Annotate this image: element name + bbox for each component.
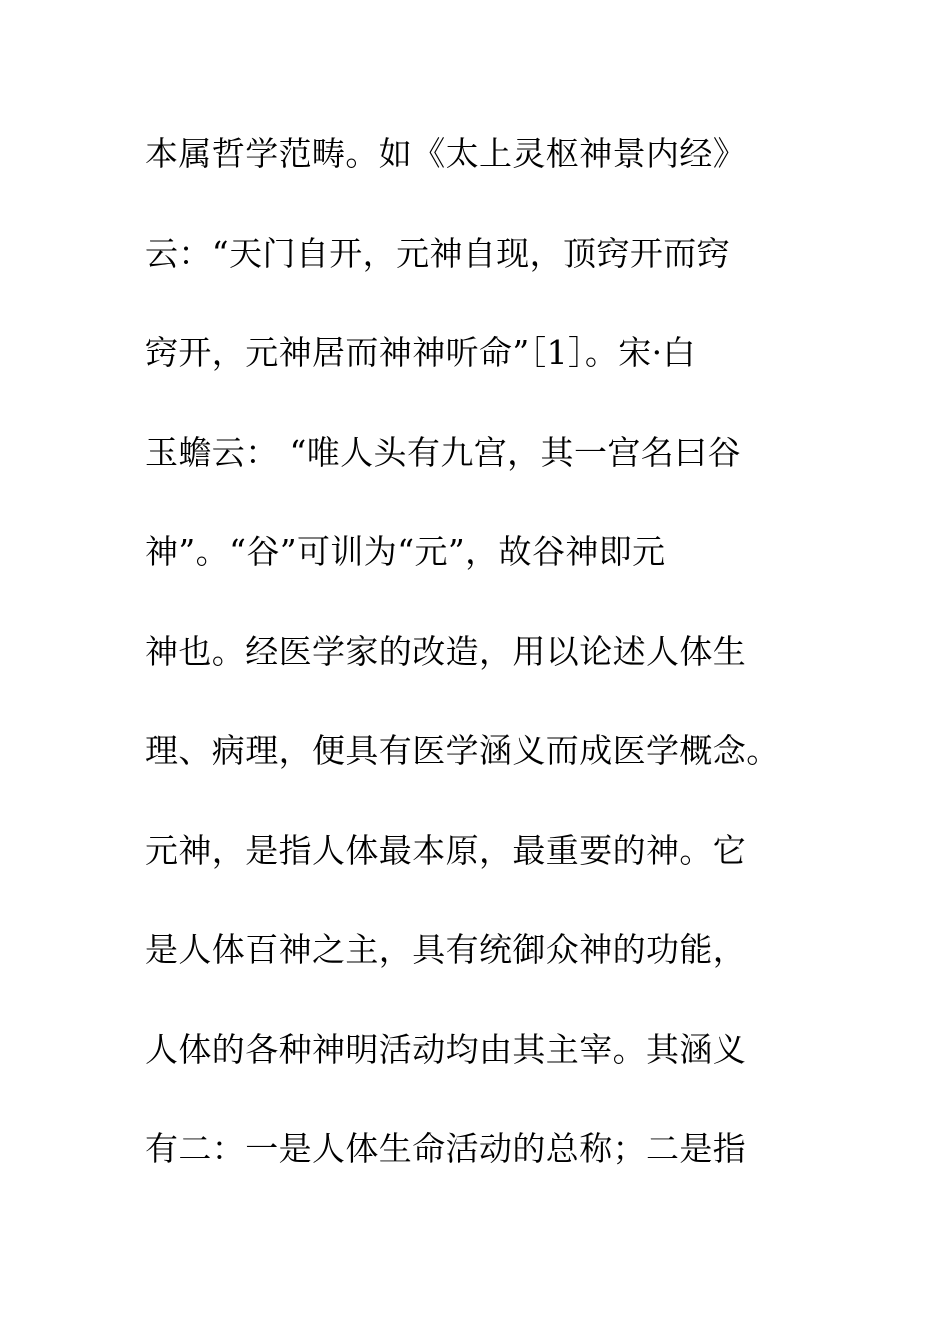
text-line: 元神，是指人体最本原，最重要的神。它 xyxy=(145,830,747,870)
text-line: 云：“天门自开，元神自现，顶窍开而窍 xyxy=(145,233,731,273)
text-line: 是人体百神之主，具有统御众神的功能， xyxy=(145,930,747,969)
text-line: 窍开，元神居而神神听命”［1］。宋·白 xyxy=(145,333,696,372)
text-line: 人体的各种神明活动均由其主宰。其涵义 xyxy=(145,1029,747,1069)
text-line: 玉蟾云： “唯人头有九宫，其一宫名曰谷 xyxy=(145,432,741,472)
text-line: 本属哲学范畴。如《太上灵枢神景内经》 xyxy=(145,134,747,173)
text-line: 神”。“谷”可训为“元”，故谷神即元 xyxy=(145,532,666,571)
text-line: 神也。经医学家的改造，用以论述人体生 xyxy=(145,631,747,671)
body-paragraph xyxy=(145,120,825,1215)
text-line: 有二：一是人体生命活动的总称；二是指 xyxy=(145,1129,747,1168)
text-line: 理、病理，便具有医学涵义而成医学概念。 xyxy=(145,731,780,770)
